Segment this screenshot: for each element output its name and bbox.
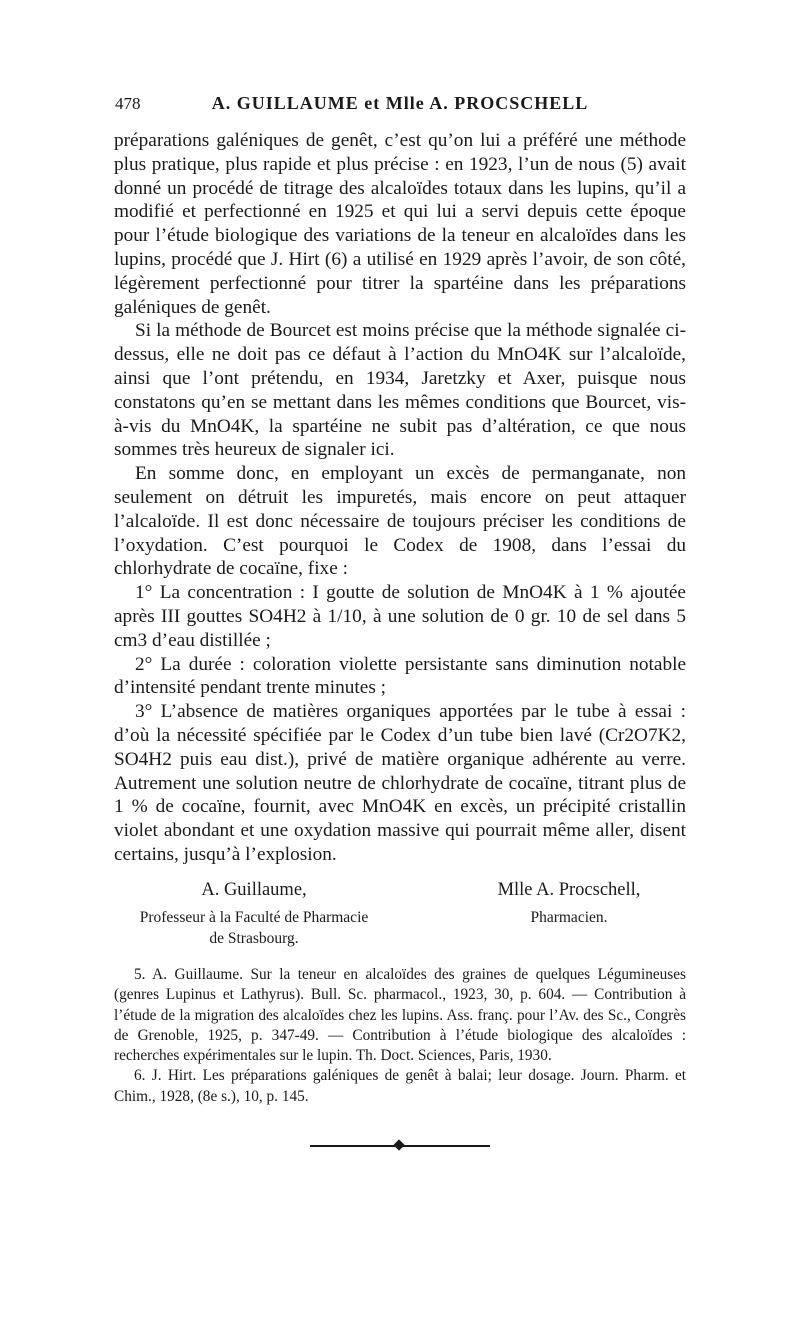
signature-block [114,880,686,950]
footnote-6: 6. J. Hirt. Les préparations galéniques de genêt à balai; leur dosage. Journ. Pharm. et Chim., 1928, (8e s.), 10, p. 145. [114,1067,686,1105]
footnote-5: 5. A. Guillaume. Sur la teneur en alcaloïdes des graines de quelques Légumineuses (genres Lupinus et Lathyrus). Bull. Sc. pharmacol., 1923, 30, p. 604. — Contribution à l’étude de la migration des alcaloïdes chez les lupins. Ass. franç. pour l’Av. des Sc., Congrès de Grenoble, 1925, p. 347-49. — Contribution à l’étude biologique des alcaloïdes : recherches expérimentales sur le lupin. Th. Doct. Sciences, Paris, 1930. [114,966,686,1065]
paragraph-5: 2° La durée : coloration violette persistante sans diminution notable d’intensité pendant trente minutes ; [114,653,686,699]
author-role-guillaume-2: de Strasbourg. [209,930,299,947]
paragraph-2: Si la méthode de Bourcet est moins précise que la méthode signalée ci-dessus, elle ne doit pas ce défaut à l’action du MnO4K sur l’alcaloïde, ainsi que l’ont prétendu, en 1934, Jaretzky et Axer, puisque nous constatons qu’en se mettant dans les mêmes conditions que Bourcet, vis-à-vis du MnO4K, la spartéine ne subit pas d’altération, ce que nous sommes très heureux de signaler ici. [114,320,686,461]
running-title: A. GUILLAUME et Mlle A. PROCSCHELL [211,93,589,113]
diamond-icon [393,1139,404,1150]
running-header [115,94,685,120]
signature-right [454,880,684,928]
author-name-guillaume: A. Guillaume, [201,880,307,900]
body-text [114,129,686,867]
author-role-guillaume-1: Professeur à la Faculté de Pharmacie [139,909,369,926]
signature-left [114,880,394,949]
paragraph-1: préparations galéniques de genêt, c’est qu’on lui a préféré une méthode plus pratique, plus rapide et plus précise : en 1923, l’un de nous (5) avait donné un procédé de titrage des alcaloïdes totaux dans les lupins, qu’il a modifié et perfectionné en 1925 et qui lui a servi depuis cette époque pour l’étude biologique des variations de la teneur en alcaloïdes dans les lupins, procédé que J. Hirt (6) a utilisé en 1929 après l’avoir, de son côté, légèrement perfectionné pour titrer la spartéine dans les préparations galéniques de genêt. [114,130,686,318]
end-ornament [310,1142,490,1150]
author-role-procschell: Pharmacien. [530,909,608,926]
paragraph-6: 3° L’absence de matières organiques apportées par le tube à essai : d’où la nécessité spécifiée par le Codex d’un tube bien lavé (Cr2O7K2, SO4H2 puis eau dist.), privé de matière organique adhérente au verre. Autrement une solution neutre de chlorhydrate de cocaïne, titrant plus de 1 % de cocaïne, fournit, avec MnO4K en excès, un précipité cristallin violet abondant et une oxydation massive qui pourrait même aller, disent certains, jusqu’à l’explosion. [114,701,686,865]
author-name-procschell: Mlle A. Procschell, [497,880,641,900]
paragraph-4: 1° La concentration : I goutte de solution de MnO4K à 1 % ajoutée après III gouttes SO4H2 à 1/10, à une solution de 0 gr. 10 de sel dans 5 cm3 d’eau distillée ; [114,582,686,651]
paragraph-3: En somme donc, en employant un excès de permanganate, non seulement on détruit les impuretés, mais encore on peut attaquer l’alcaloïde. Il est donc nécessaire de toujours préciser les conditions de l’oxydation. C’est pourquoi le Codex de 1908, dans l’essai du chlorhydrate de cocaïne, fixe : [114,463,686,580]
page-number: 478 [115,94,141,113]
footnotes [114,965,686,1107]
